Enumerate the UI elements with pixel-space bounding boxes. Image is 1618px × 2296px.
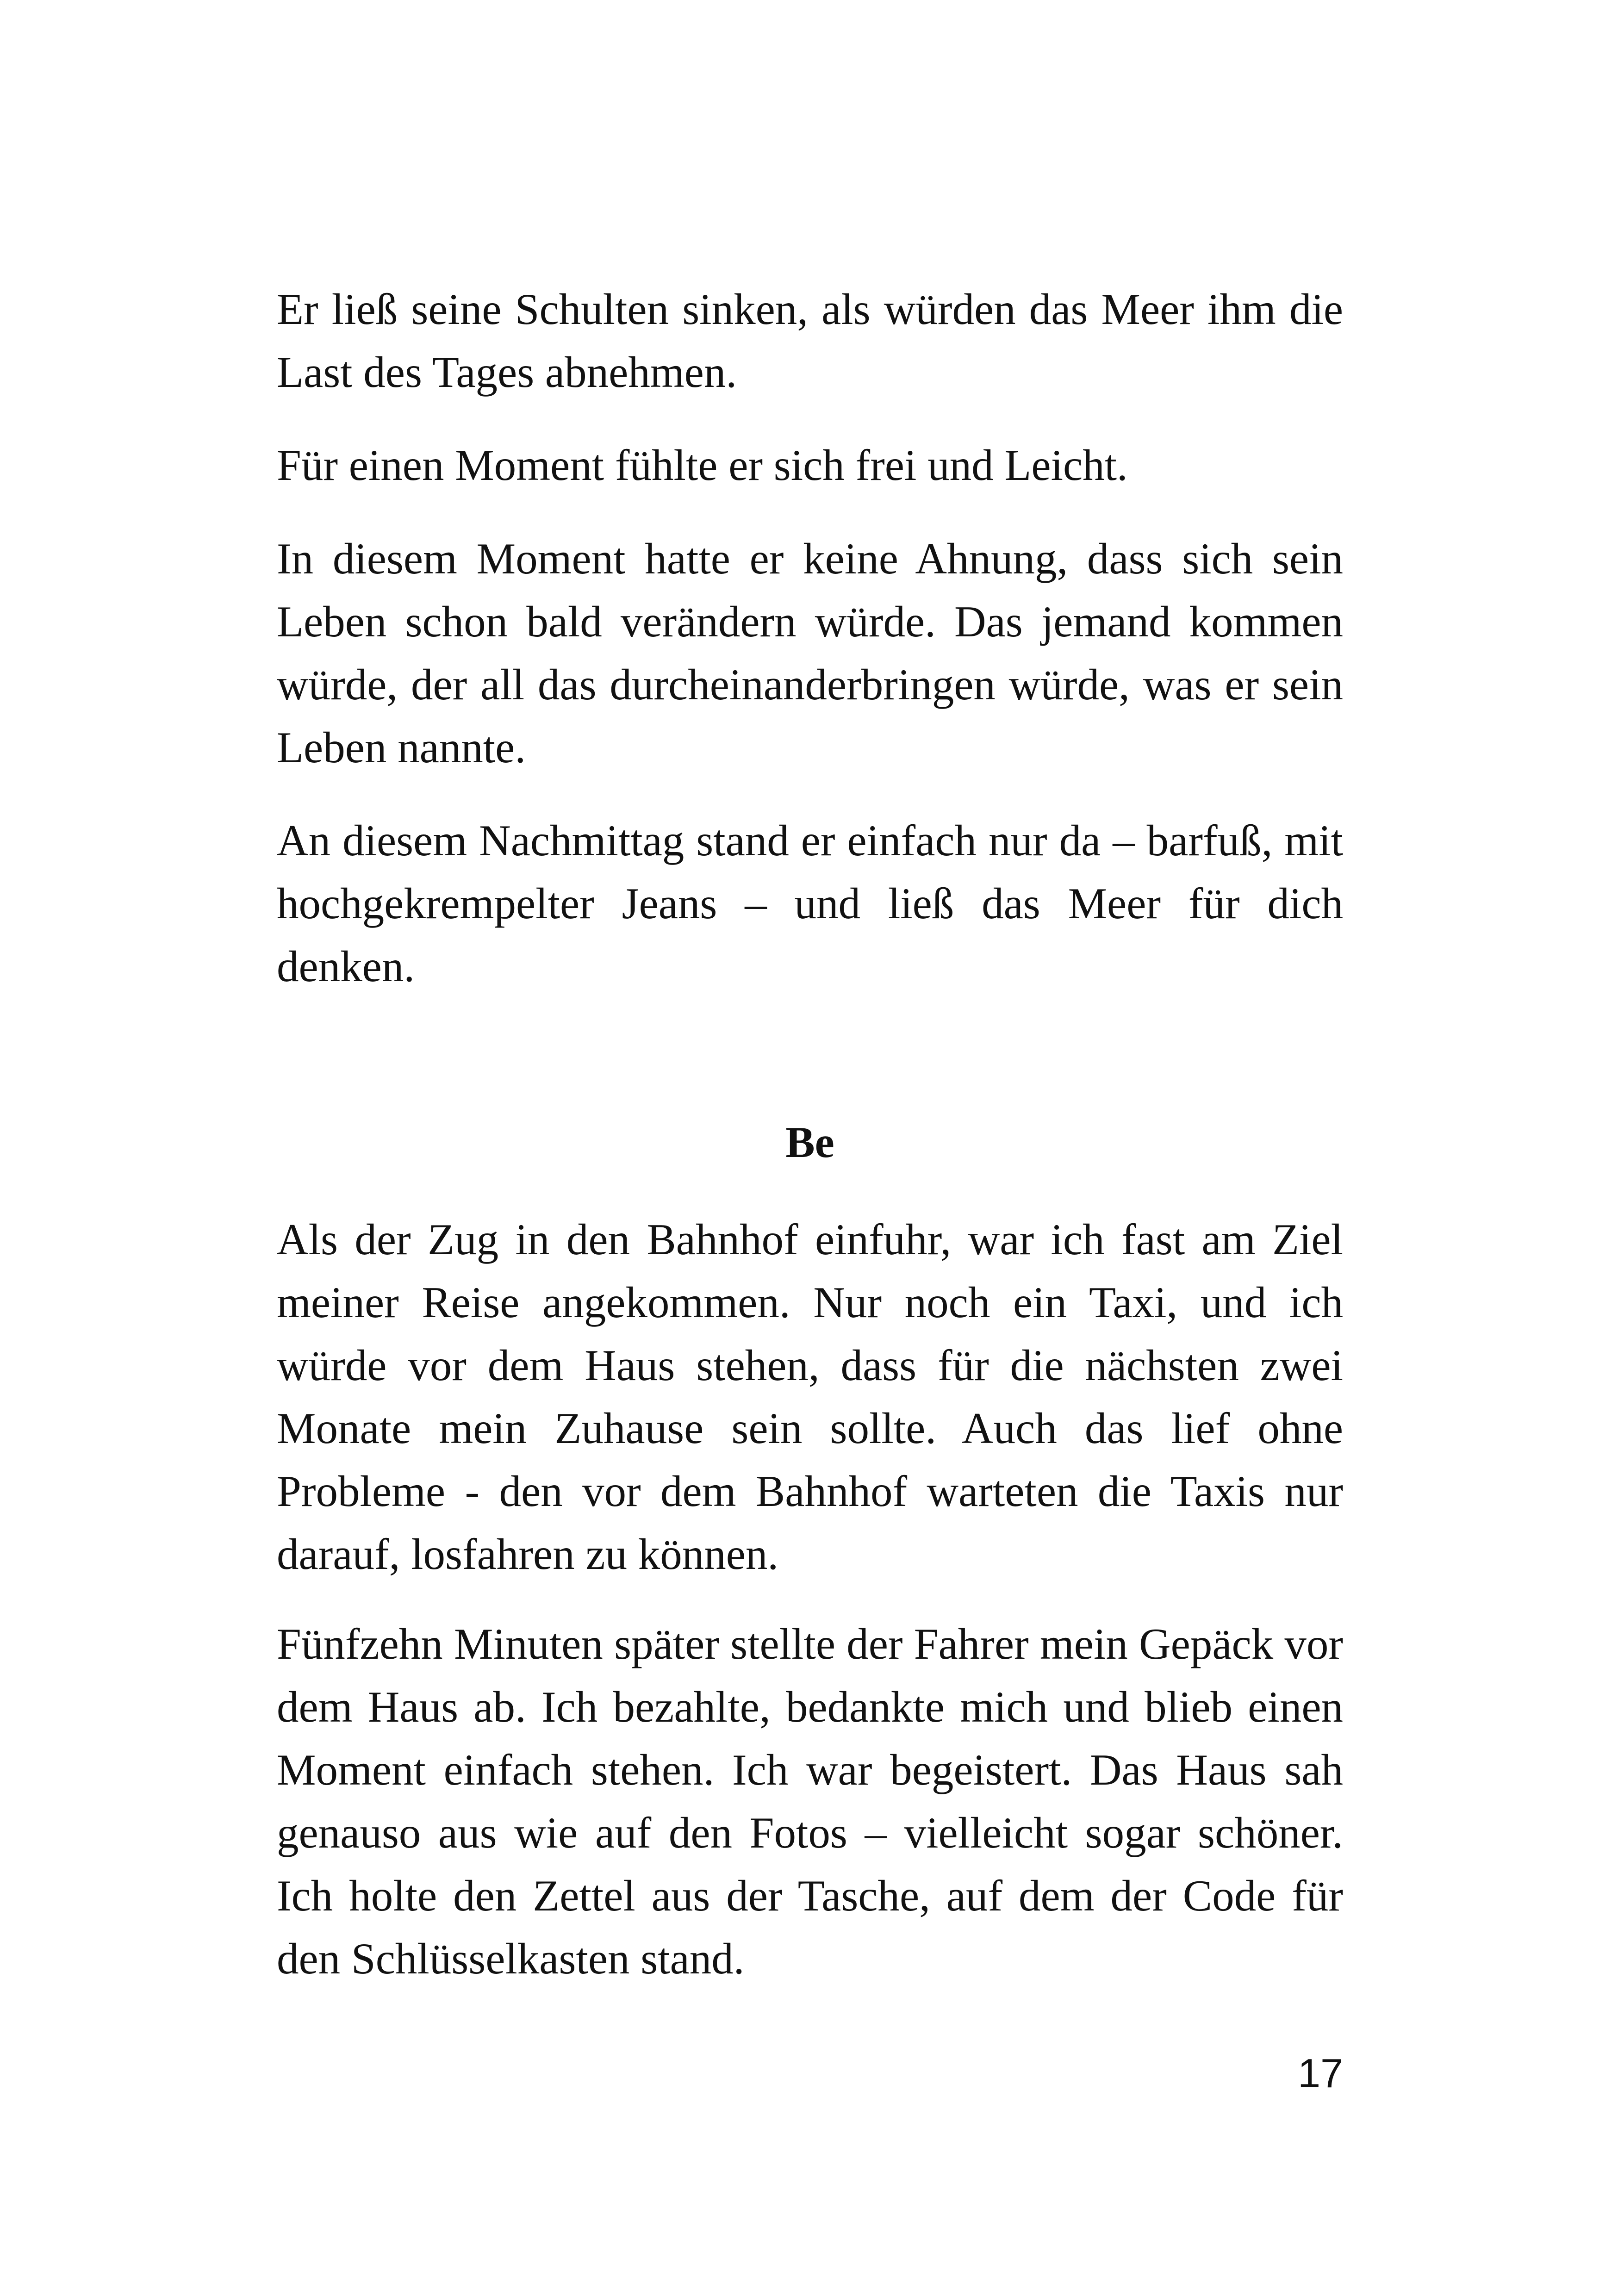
paragraph-zug — [277, 1208, 1343, 1586]
paragraph-text: Fünfzehn Minuten später stellte der Fahrer mein Gepäck vor dem Haus ab. Ich bezahlte, bedankte mich und blieb einen Moment einfach stehen. Ich war begeistert. Das Haus sah genauso aus wie auf den Fotos – vielleicht sogar schöner. Ich holte den Zettel aus der Tasche, auf dem der Code für den Schlüsselkasten stand. — [277, 1619, 1343, 1983]
paragraph-schultern — [277, 278, 1343, 404]
paragraph-text: Für einen Moment fühlte er sich frei und Leicht. — [277, 441, 1128, 490]
paragraph-moment — [277, 434, 1343, 497]
paragraph-ahnung — [277, 527, 1343, 779]
page-number: 17 — [1298, 2050, 1343, 2096]
paragraph-text: Als der Zug in den Bahnhof einfuhr, war ich fast am Ziel meiner Reise angekommen. Nur noch ein Taxi, und ich würde vor dem Haus stehen, dass für die nächsten zwei Monate mein Zuhause sein sollte. Auch das lief ohne Probleme - den vor dem Bahnhof warteten die Taxis nur darauf, losfahren zu können. — [277, 1215, 1343, 1579]
chapter-heading: Be — [785, 1118, 834, 1167]
paragraph-nachmittag — [277, 809, 1343, 998]
paragraph-text: Er ließ seine Schulten sinken, als würden das Meer ihm die Last des Tages abnehmen. — [277, 285, 1343, 397]
paragraph-fuenfzehn-minuten — [277, 1612, 1343, 1990]
paragraph-text: In diesem Moment hatte er keine Ahnung, dass sich sein Leben schon bald verändern würde. Das jemand kommen würde, der all das durcheinanderbringen würde, was er sein Leben nannte. — [277, 534, 1343, 772]
paragraph-text: An diesem Nachmittag stand er einfach nur da – barfuß, mit hochgekrempelter Jeans – und ließ das Meer für dich denken. — [277, 816, 1343, 991]
